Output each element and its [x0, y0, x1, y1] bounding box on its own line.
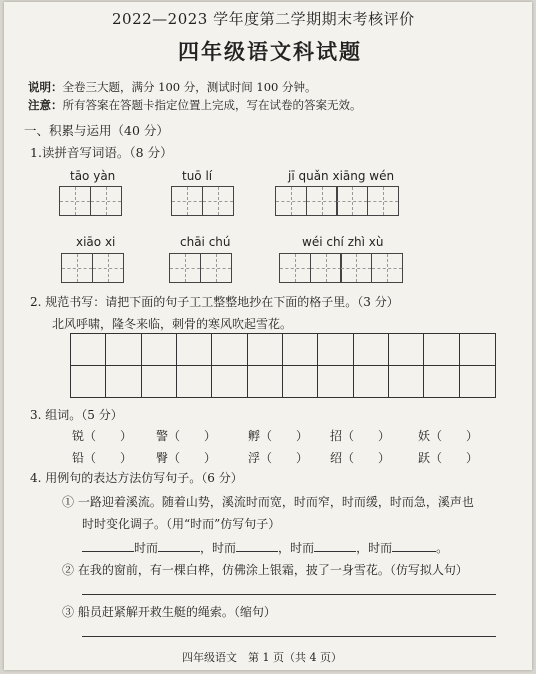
answer-grid[interactable]: [276, 186, 399, 216]
word-item[interactable]: 绍（ ）: [330, 451, 391, 465]
copy-sentence: 北风呼啸，隆冬来临，刺骨的寒风吹起雪花。: [52, 317, 293, 331]
shorten-sentence-prompt: ③ 船员赶紧解开救生艇的绳索。（缩句）: [62, 605, 276, 619]
word-item[interactable]: 臀（ ）: [156, 451, 217, 465]
notice: [28, 100, 362, 112]
word-item[interactable]: 铅（ ）: [72, 451, 133, 465]
question-1-title: 1.读拼音写词语。（8 分）: [30, 145, 173, 160]
fill-word: 时而: [134, 541, 159, 555]
instructions-text: 全卷三大题，满分 100 分，测试时间 100 分钟。: [62, 80, 317, 94]
word-item[interactable]: 警（ ）: [156, 429, 217, 443]
answer-grid[interactable]: [172, 186, 234, 216]
page-title: 四年级语文科试题: [178, 40, 362, 64]
exam-term: 2022—2023 学年度第二学期期末考核评价: [112, 10, 415, 28]
instructions-label: 说明：: [28, 80, 63, 94]
word-item[interactable]: 妖（ ）: [418, 429, 479, 443]
word-item[interactable]: 浮（ ）: [248, 451, 309, 465]
imitation-answer-line[interactable]: 时而 ，时而 ，时而 ，时而 。: [82, 540, 448, 554]
question-2-title: 2. 规范书写：请把下面的句子工工整整地抄在下面的格子里。（3 分）: [30, 295, 399, 309]
word-item[interactable]: 孵（ ）: [248, 429, 309, 443]
pinyin-label: tuō lí: [182, 169, 213, 183]
instructions: [28, 82, 317, 94]
word-item[interactable]: 跃（ ）: [418, 451, 479, 465]
answer-grid[interactable]: [280, 253, 403, 283]
pinyin-label: xiāo xi: [76, 235, 116, 249]
answer-line[interactable]: [82, 594, 496, 595]
notice-label: 注意：: [28, 98, 63, 112]
pinyin-label: tāo yàn: [70, 169, 116, 183]
answer-grid[interactable]: [62, 253, 124, 283]
personification-prompt: ② 在我的窗前，有一棵白桦，仿佛涂上银霜，披了一身雪花。（仿写拟人句）: [62, 563, 468, 577]
example-sentence: ① 一路迎着溪流。随着山势，溪流时而宽，时而窄，时而缓，时而急，溪声也: [62, 495, 474, 509]
pinyin-label: chāi chú: [180, 235, 231, 249]
answer-grid[interactable]: [60, 186, 122, 216]
example-sentence-cont: 时时变化调子。（用“时而”仿写句子）: [82, 517, 281, 531]
copy-grid[interactable]: [70, 333, 496, 398]
word-item[interactable]: 招（ ）: [330, 429, 391, 443]
fill-word: 时而: [290, 541, 315, 555]
section-title: 一、积累与运用（40 分）: [24, 123, 169, 138]
answer-grid[interactable]: [170, 253, 232, 283]
question-4-title: 4. 用例句的表达方法仿写句子。（6 分）: [30, 471, 243, 485]
question-3-title: 3. 组词。（5 分）: [30, 408, 123, 422]
page-footer: 四年级语文 第 1 页（共 4 页）: [182, 651, 342, 664]
pinyin-label: wéi chí zhì xù: [302, 235, 384, 249]
pinyin-label: jī quǎn xiāng wén: [288, 169, 395, 183]
fill-word: 时而: [368, 541, 393, 555]
answer-line[interactable]: [82, 636, 496, 637]
notice-text: 所有答案在答题卡指定位置上完成，写在试卷的答案无效。: [62, 98, 362, 112]
exam-page: [4, 2, 532, 670]
word-item[interactable]: 锐（ ）: [72, 429, 133, 443]
fill-word: 时而: [212, 541, 237, 555]
